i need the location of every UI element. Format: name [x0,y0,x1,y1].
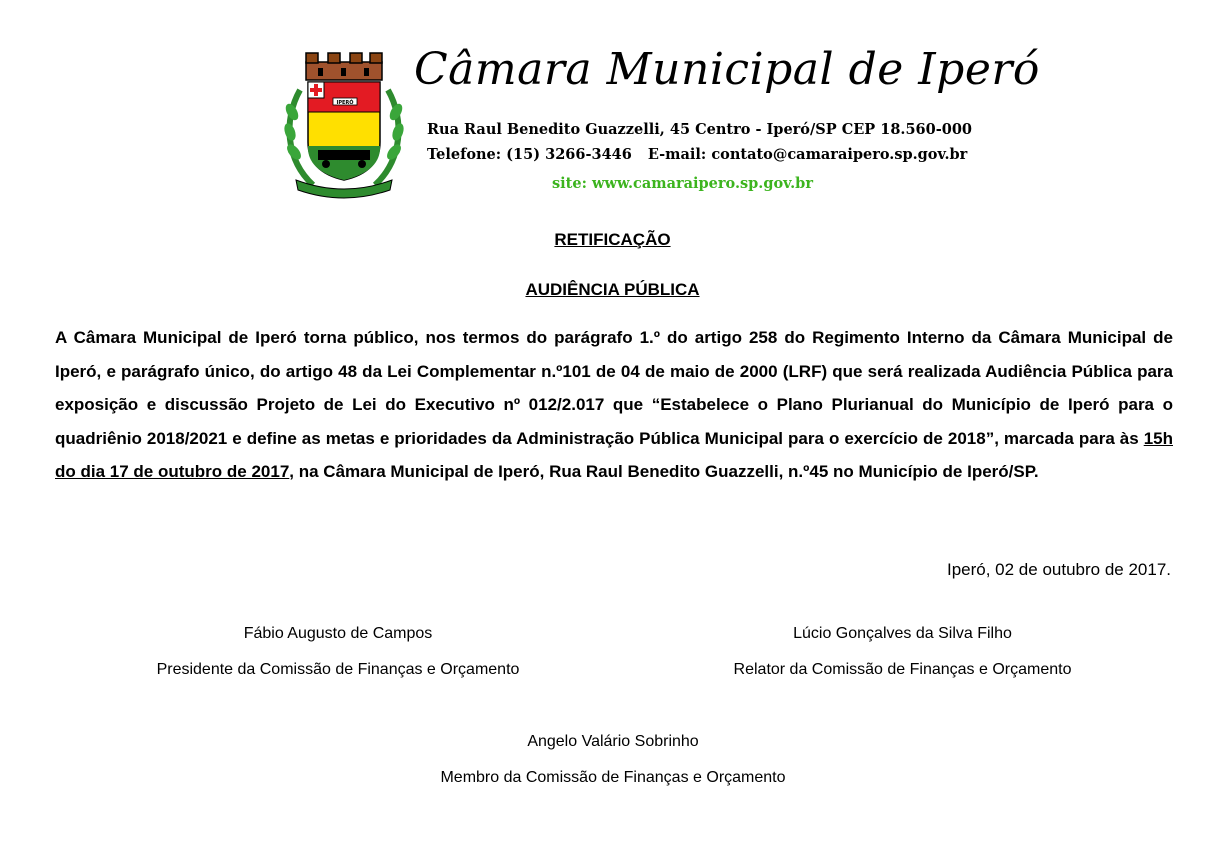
contact-line [427,146,967,163]
body-part-2: , na Câmara Municipal de Iperó, Rua Raul Benedito Guazzelli, n.º45 no Município de Iperó/SP. [289,462,1039,482]
institution-title: Câmara Municipal de Iperó [414,44,1040,95]
signature-block-rapporteur [705,616,1100,688]
coat-of-arms-icon [278,50,410,200]
public-hearing-heading: AUDIÊNCIA PÚBLICA [525,280,700,299]
signature-block-member [413,724,813,796]
signatory-role: Relator da Comissão de Finanças e Orçamento [733,661,1072,678]
crest-text: IPERÓ [336,100,354,106]
body-part-1: A Câmara Municipal de Iperó torna público, nos termos do parágrafo 1.º do artigo 258 do Regimento Interno da Câmara Municipal de Iperó, e parágrafo único, do artigo 48 da Lei Complementar n.º101 de 04 de maio de 2000 (LRF) que será realizada Audiência Pública para exposição e discussão Projeto de Lei do Executivo nº 012/2.017 que “Estabelece o Plano Plurianual do Município de Iperó para o quadriênio 2018/2021 e define as metas e prioridades da Administração Pública Municipal para o exercício de 2018”, marcada para às [55,328,1173,448]
signature-block-president [138,616,538,688]
signatory-role: Presidente da Comissão de Finanças e Orçamento [156,661,520,678]
signatory-role: Membro da Comissão de Finanças e Orçamento [440,769,786,786]
hearing-date-emphasis: 15h do dia 17 de outubro de 2017 [55,428,1173,482]
website-line: site: www.camaraipero.sp.gov.br [552,175,813,192]
signatory-name: Lúcio Gonçalves da Silva Filho [793,625,1012,642]
retification-heading: RETIFICAÇÃO [554,230,671,249]
signatory-name: Angelo Valário Sobrinho [527,733,699,750]
email-text: E-mail: contato@camaraipero.sp.gov.br [647,146,968,163]
phone-text: Telefone: (15) 3266-3446 [427,146,632,163]
notice-body [55,321,1173,489]
date-line: Iperó, 02 de outubro de 2017. [946,560,1171,579]
signatory-name: Fábio Augusto de Campos [243,625,433,642]
address-line: Rua Raul Benedito Guazzelli, 45 Centro - Iperó/SP CEP 18.560-000 [427,121,973,138]
